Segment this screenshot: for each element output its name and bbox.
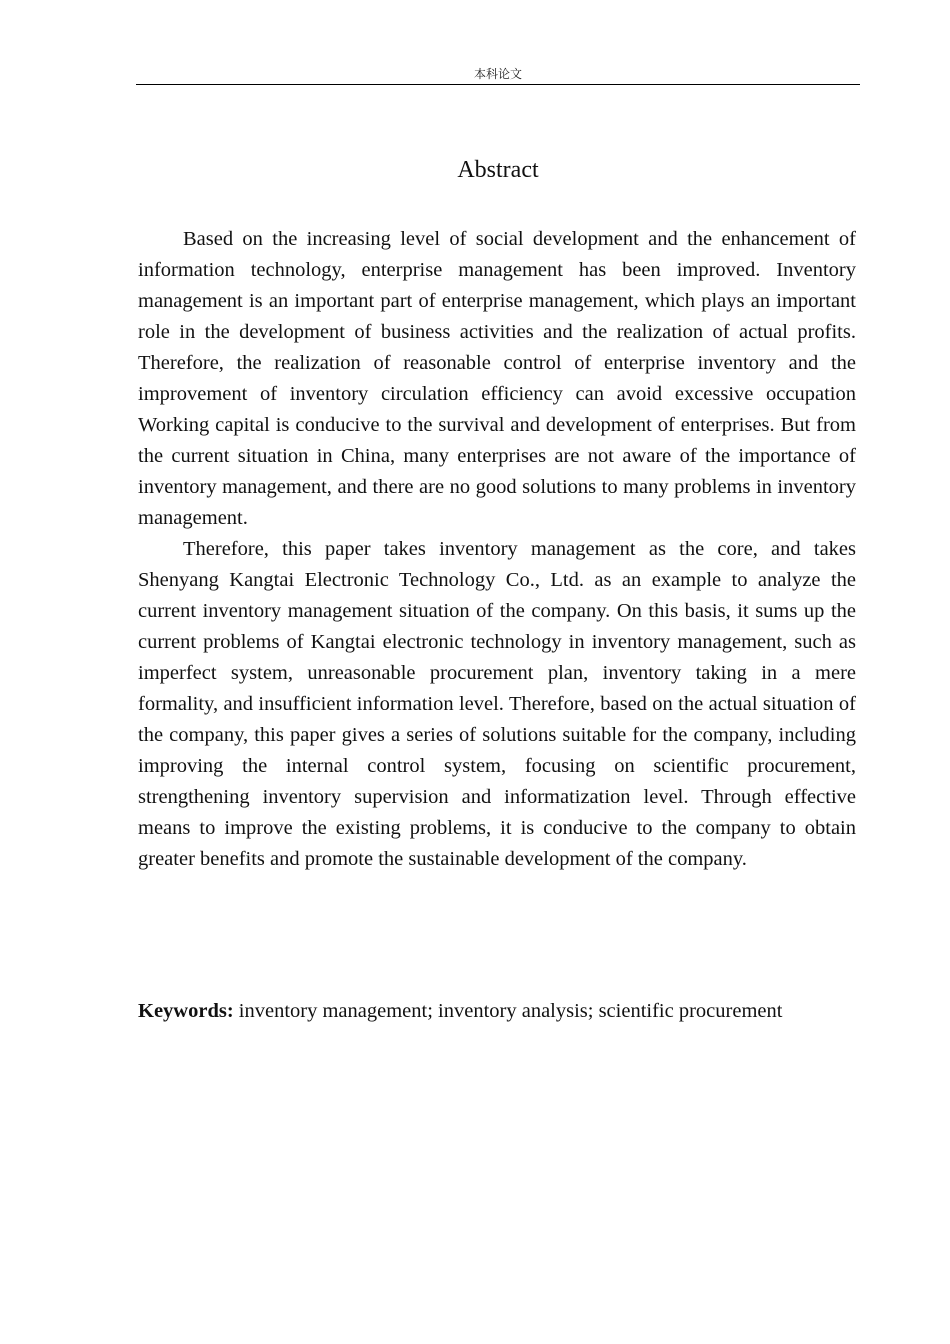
keywords-text: inventory management; inventory analysis; scientific procurement — [233, 1000, 783, 1022]
keywords-line — [138, 996, 878, 1027]
abstract-paragraph: Therefore, this paper takes inventory management as the core, and takes Shenyang Kangtai Electronic Technology Co., Ltd. as an example to analyze the current inventory management situation of the company. On this basis, it sums up the current problems of Kangtai electronic technology in inventory management, such as imperfect system, unreasonable procurement plan, inventory taking in a mere formality, and insufficient information level. Therefore, based on the actual situation of the company, this paper gives a series of solutions suitable for the company, including improving the internal control system, focusing on scientific procurement, strengthening inventory supervision and informatization level. Through effective means to improve the existing problems, it is conducive to the company to obtain greater benefits and promote the sustainable development of the company. — [138, 538, 856, 870]
running-header: 本科论文 — [473, 67, 522, 81]
keywords-label: Keywords: — [138, 1000, 234, 1022]
abstract-paragraph: Based on the increasing level of social development and the enhancement of information technology, enterprise management has been improved. Inventory management is an important part of enterprise management, which plays an important role in the development of business activities and the realization of actual profits. Therefore, the realization of reasonable control of enterprise inventory and the improvement of inventory circulation efficiency can avoid excessive occupation Working capital is conducive to the survival and development of enterprises. But from the current situation in China, many enterprises are not aware of the importance of inventory management, and there are no good solutions to many problems in inventory management. — [138, 228, 856, 529]
abstract-body — [138, 224, 856, 875]
header-rule — [136, 84, 860, 85]
abstract-title: Abstract — [457, 157, 539, 183]
